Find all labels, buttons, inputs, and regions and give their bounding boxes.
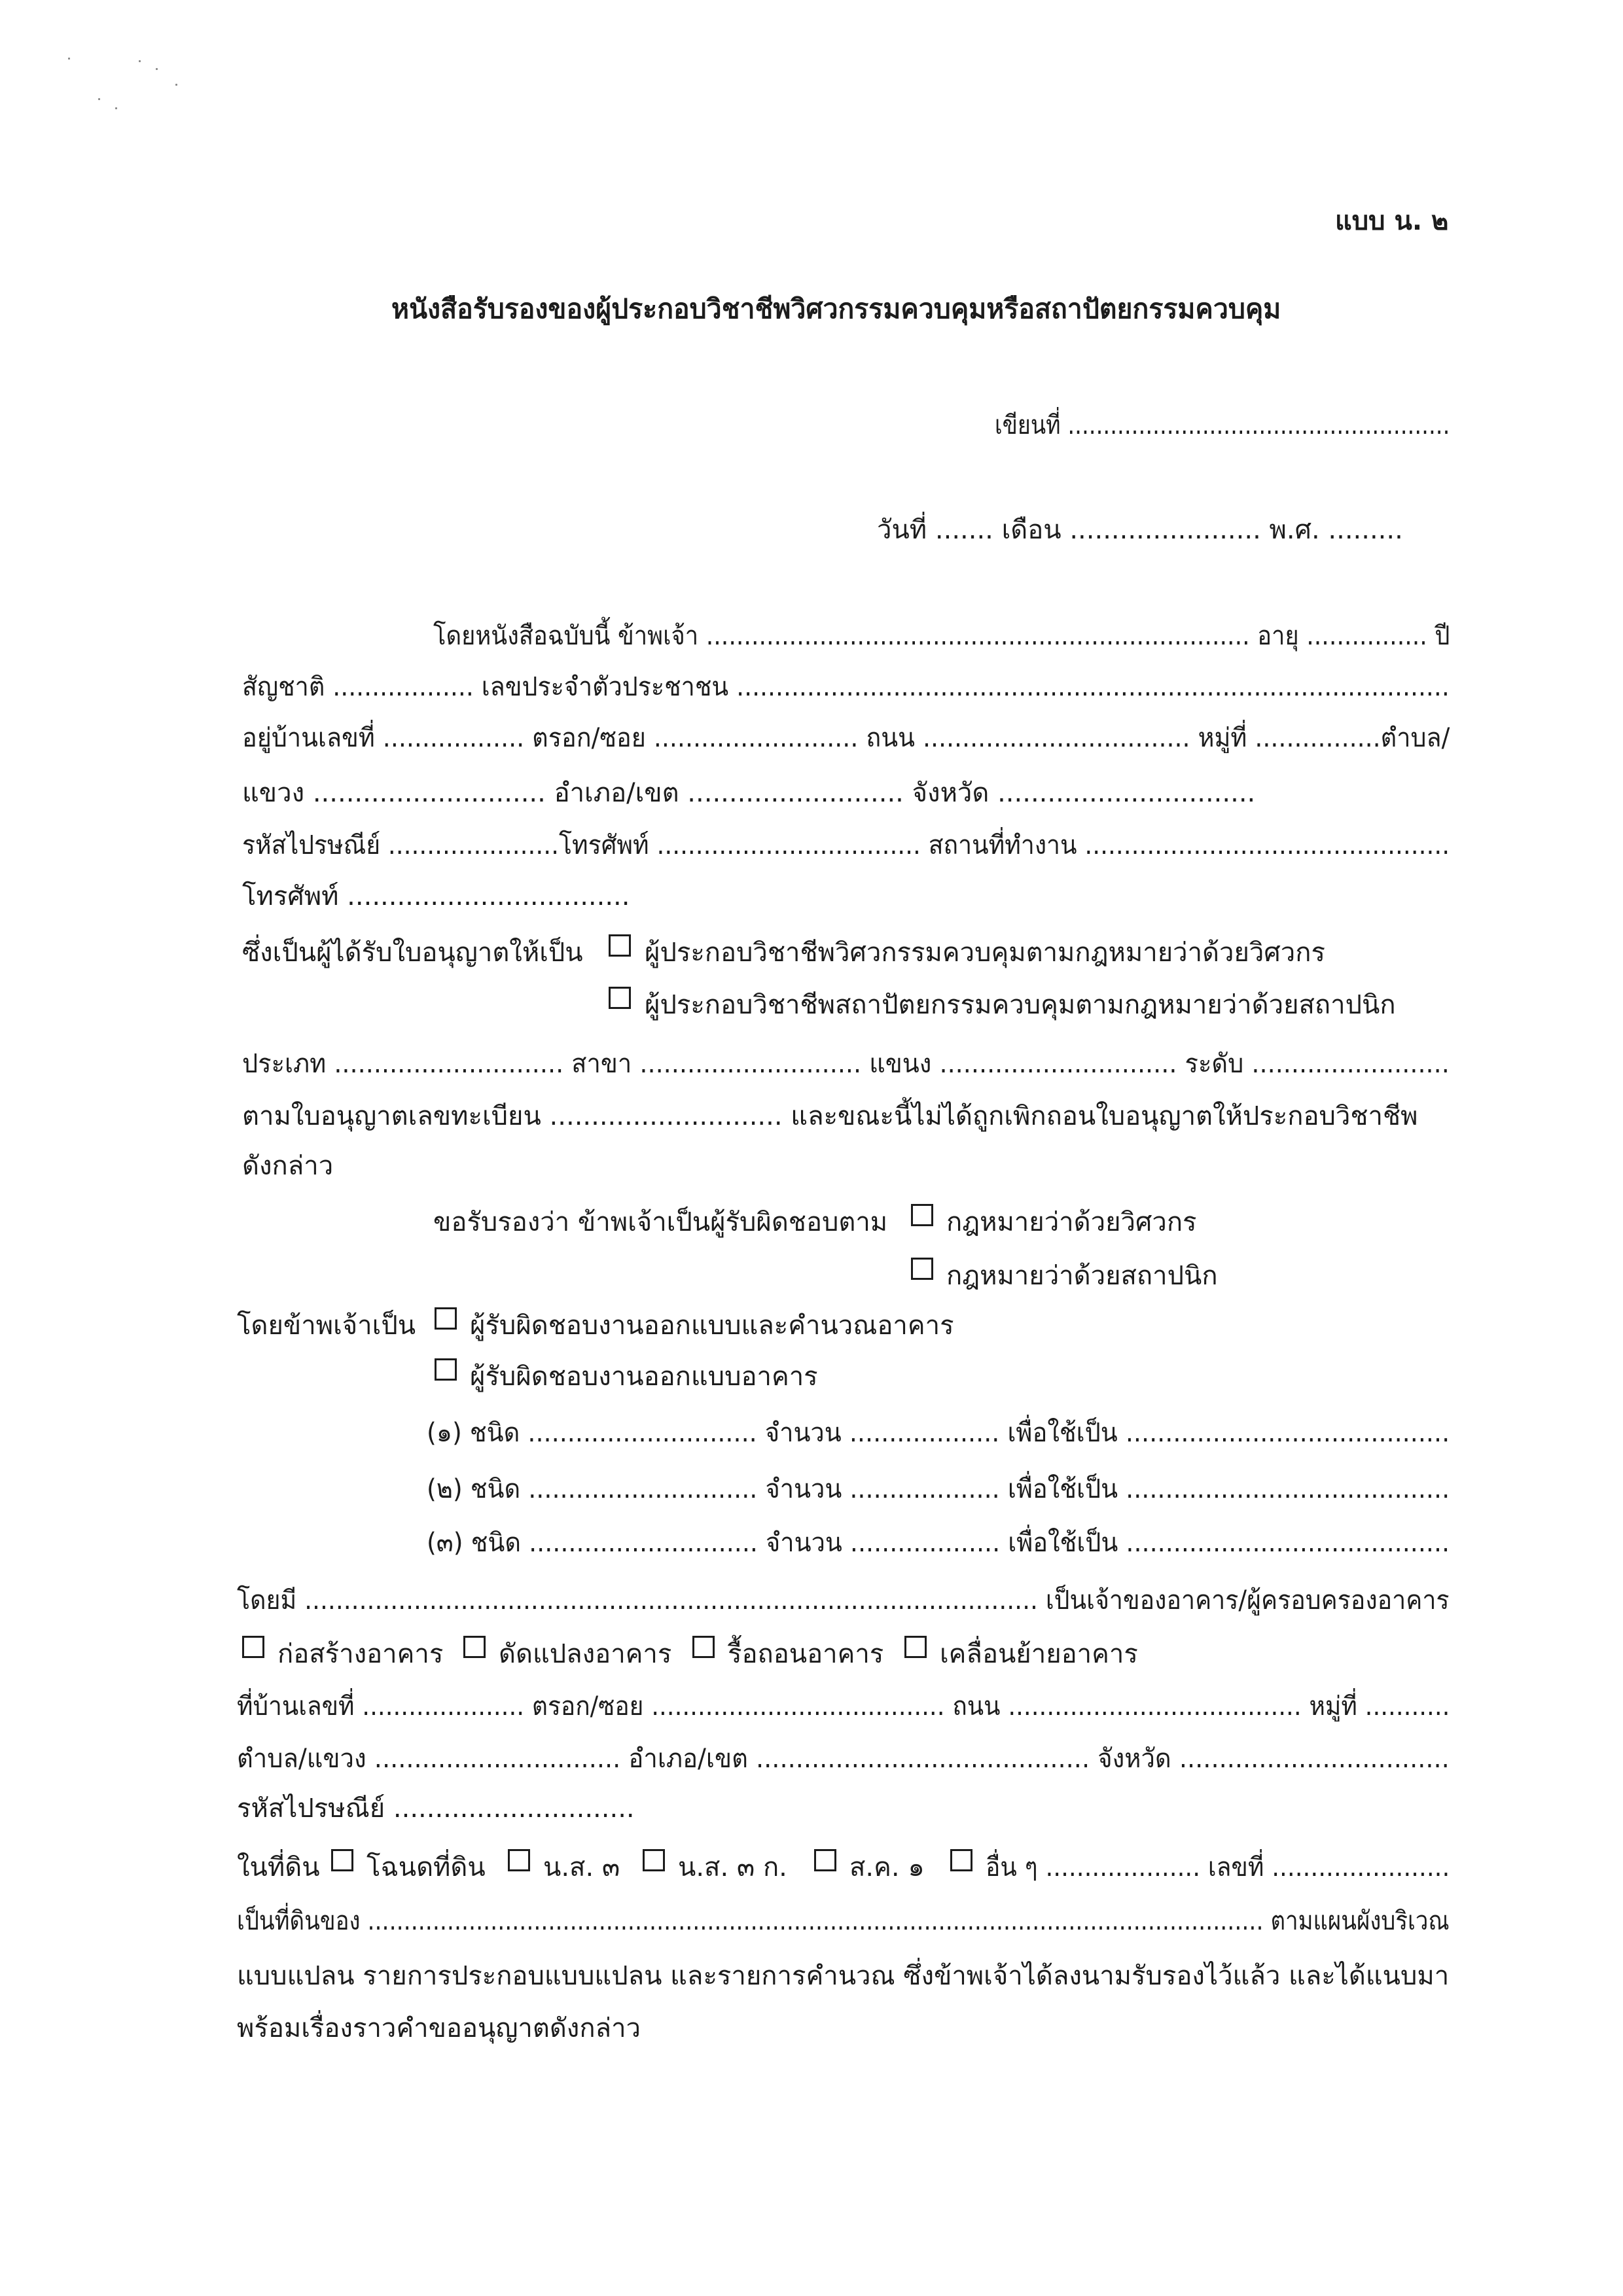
construct-label: ก่อสร้างอาคาร bbox=[277, 1639, 444, 1669]
line-owner[interactable]: โดยมี .............................................................................................. เป็นเจ้าของอาคาร/ผู้ครอบครองอาคาร bbox=[237, 1585, 1450, 1616]
line-address[interactable]: อยู่บ้านเลขที่ .................. ตรอก/ซอย .......................... ถนน .................................. หมู่ที่ ................ตำบล/ bbox=[242, 723, 1450, 753]
line-building-postcode[interactable]: รหัสไปรษณีย์ ............................. bbox=[237, 1793, 635, 1824]
building-type-3[interactable]: (๓) ชนิด ............................. จำนวน ................... เพื่อใช้เป็น ......................................... bbox=[427, 1528, 1450, 1558]
ns3k-checkbox[interactable] bbox=[643, 1849, 665, 1871]
line-aforementioned: ดังกล่าว bbox=[242, 1151, 334, 1181]
engineer-license-checkbox[interactable] bbox=[609, 934, 631, 957]
demolish-checkbox[interactable] bbox=[692, 1636, 715, 1658]
line-category-branch-level[interactable]: ประเภท ............................. สาขา ............................ แขนง .............................. ระดับ ......................... bbox=[242, 1049, 1450, 1079]
architect-license-checkbox[interactable] bbox=[609, 987, 631, 1009]
building-type-2[interactable]: (๒) ชนิด ............................. จำนวน ................... เพื่อใช้เป็น ......................................... bbox=[427, 1474, 1450, 1504]
line-district-province[interactable]: แขวง ............................ อำเภอ/เขต .......................... จังหวัด ............................... bbox=[242, 778, 1256, 808]
responsible-as-label: โดยข้าพเจ้าเป็น bbox=[237, 1311, 416, 1341]
line-building-address[interactable]: ที่บ้านเลขที่ ..................... ตรอก/ซอย ...................................... ถนน ...................................... หมู่ที่ ........... bbox=[237, 1691, 1450, 1722]
architect-license-label: ผู้ประกอบวิชาชีพสถาปัตยกรรมควบคุมตามกฎหมายว่าด้วยสถาปนิก bbox=[645, 990, 1396, 1020]
ns3-checkbox[interactable] bbox=[508, 1849, 530, 1871]
architect-law-checkbox[interactable] bbox=[911, 1258, 933, 1280]
relocate-label: เคลื่อนย้ายอาคาร bbox=[940, 1639, 1138, 1669]
engineer-law-label: กฎหมายว่าด้วยวิศวกร bbox=[946, 1207, 1197, 1237]
written-at-field[interactable]: เขียนที่ ...................................................... bbox=[995, 410, 1450, 440]
relocate-checkbox[interactable] bbox=[904, 1636, 927, 1658]
line-nationality-id[interactable]: สัญชาติ .................. เลขประจำตัวประชาชน ........................................................................................... bbox=[242, 672, 1450, 702]
design-only-checkbox[interactable] bbox=[435, 1358, 457, 1381]
sk1-checkbox[interactable] bbox=[814, 1849, 836, 1871]
architect-law-label: กฎหมายว่าด้วยสถาปนิก bbox=[946, 1261, 1218, 1291]
line-building-district[interactable]: ตำบล/แขวง ............................... อำเภอ/เขต .......................................... จังหวัด .................................. bbox=[237, 1744, 1450, 1774]
sk1-label: ส.ค. ๑ bbox=[849, 1852, 925, 1882]
design-calc-checkbox[interactable] bbox=[435, 1307, 457, 1330]
design-calc-label: ผู้รับผิดชอบงานออกแบบและคำนวณอาคาร bbox=[470, 1311, 954, 1341]
construct-checkbox[interactable] bbox=[242, 1636, 264, 1658]
line-attachments: แบบแปลน รายการประกอบแบบแปลน และรายการคำนวณ ซึ่งข้าพเจ้าได้ลงนามรับรองไว้แล้ว และได้แนบมา bbox=[237, 1961, 1450, 1991]
page-title: หนังสือรับรองของผู้ประกอบวิชาชีพวิศวกรรมควบคุมหรือสถาปัตยกรรมควบคุม bbox=[391, 293, 1281, 325]
line-license-number[interactable]: ตามใบอนุญาตเลขทะเบียน ............................ และขณะนี้ไม่ได้ถูกเพิกถอนใบอนุญาตให้ประกอบวิชาชีพ bbox=[242, 1101, 1418, 1131]
ns3-label: น.ส. ๓ bbox=[543, 1852, 620, 1882]
line-postcode-phone-workplace[interactable]: รหัสไปรษณีย์ ......................โทรศัพท์ .................................. สถานที่ทำงาน ............................................... bbox=[242, 830, 1450, 860]
modify-checkbox[interactable] bbox=[463, 1636, 486, 1658]
line-land-owner[interactable]: เป็นที่ดินของ ............................................................................................................................ ตามแผนผังบริเวณ bbox=[237, 1906, 1450, 1936]
line-attachments-cont: พร้อมเรื่องราวคำขออนุญาตดังกล่าว bbox=[237, 2013, 641, 2043]
form-number: แบบ น. ๒ bbox=[1335, 206, 1449, 236]
licensed-as-label: ซึ่งเป็นผู้ได้รับใบอนุญาตให้เป็น bbox=[242, 938, 583, 968]
ns3k-label: น.ส. ๓ ก. bbox=[678, 1852, 787, 1882]
modify-label: ดัดแปลงอาคาร bbox=[499, 1639, 672, 1669]
building-type-1[interactable]: (๑) ชนิด ............................. จำนวน ................... เพื่อใช้เป็น ......................................... bbox=[427, 1418, 1450, 1448]
title-deed-checkbox[interactable] bbox=[331, 1849, 353, 1871]
line-name-age[interactable]: โดยหนังสือฉบับนี้ ข้าพเจ้า ........................................................................ อายุ ................ ปี bbox=[433, 621, 1450, 651]
certify-label: ขอรับรองว่า ข้าพเจ้าเป็นผู้รับผิดชอบตาม bbox=[433, 1207, 888, 1237]
other-land-checkbox[interactable] bbox=[950, 1849, 972, 1871]
design-only-label: ผู้รับผิดชอบงานออกแบบอาคาร bbox=[470, 1362, 818, 1392]
engineer-license-label: ผู้ประกอบวิชาชีพวิศวกรรมควบคุมตามกฎหมายว่าด้วยวิศวกร bbox=[645, 938, 1325, 968]
date-field[interactable]: วันที่ ....... เดือน ....................... พ.ศ. ......... bbox=[877, 515, 1403, 545]
demolish-label: รื้อถอนอาคาร bbox=[728, 1639, 884, 1669]
other-land-label[interactable]: อื่น ๆ .................... เลขที่ ....................... bbox=[986, 1852, 1450, 1882]
engineer-law-checkbox[interactable] bbox=[911, 1204, 933, 1226]
line-work-phone[interactable]: โทรศัพท์ .................................. bbox=[242, 881, 630, 911]
title-deed-label: โฉนดที่ดิน bbox=[366, 1852, 486, 1882]
land-label: ในที่ดิน bbox=[237, 1852, 320, 1882]
